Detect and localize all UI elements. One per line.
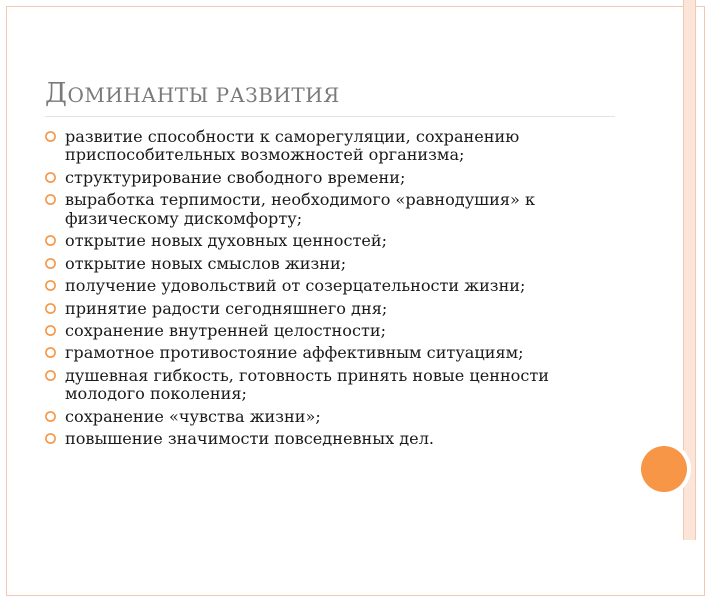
slide-title-initial: Д xyxy=(45,78,68,109)
list-item xyxy=(44,128,624,165)
list-item xyxy=(44,408,624,426)
list-item xyxy=(44,344,624,362)
list-item-text: грамотное противостояние аффективным ситуациям; xyxy=(65,343,524,363)
bullet-ring-icon xyxy=(44,130,57,143)
bullet-ring-icon xyxy=(44,432,57,445)
list-item xyxy=(44,277,624,295)
list-item xyxy=(44,169,624,187)
bullet-ring-icon xyxy=(44,346,57,359)
list-item xyxy=(44,322,624,340)
bullet-ring-icon xyxy=(44,324,57,337)
list-item xyxy=(44,367,624,404)
bullet-ring-icon xyxy=(44,171,57,184)
list-item xyxy=(44,300,624,318)
title-divider xyxy=(45,116,615,117)
list-item xyxy=(44,191,624,228)
list-item-text: выработка терпимости, необходимого «равнодушия» к физическому дискомфорту; xyxy=(65,190,536,228)
bullet-ring-icon xyxy=(44,279,57,292)
bullet-ring-icon xyxy=(44,302,57,315)
list-item-text: принятие радости сегодняшнего дня; xyxy=(65,298,388,318)
list-item-text: душевная гибкость, готовность принять новые ценности молодого поколения; xyxy=(65,365,550,404)
bullet-ring-icon xyxy=(44,257,57,270)
list-item-text: открытие новых духовных ценностей; xyxy=(65,231,388,251)
accent-circle xyxy=(641,446,687,492)
list-item-text: сохранение внутренней целостности; xyxy=(65,320,387,340)
slide-title xyxy=(45,78,340,109)
list-item-text: открытие новых смыслов жизни; xyxy=(65,253,347,273)
list-item-text: развитие способности к саморегуляции, сохранению приспособительных возможностей организма; xyxy=(65,127,520,165)
list-item-text: повышение значимости повседневных дел. xyxy=(65,429,435,449)
list-item-text: структурирование свободного времени; xyxy=(65,167,406,187)
list-item xyxy=(44,232,624,250)
list-item xyxy=(44,255,624,273)
bullet-ring-icon xyxy=(44,369,57,382)
bullet-ring-icon xyxy=(44,234,57,247)
bullet-ring-icon xyxy=(44,410,57,423)
list-item-text: получение удовольствий от созерцательности жизни; xyxy=(65,276,526,296)
bullet-list xyxy=(44,128,624,453)
slide-title-rest: ОМИНАНТЫ РАЗВИТИЯ xyxy=(67,83,340,107)
list-item-text: сохранение «чувства жизни»; xyxy=(65,406,321,426)
list-item xyxy=(44,430,624,448)
bullet-ring-icon xyxy=(44,193,57,206)
